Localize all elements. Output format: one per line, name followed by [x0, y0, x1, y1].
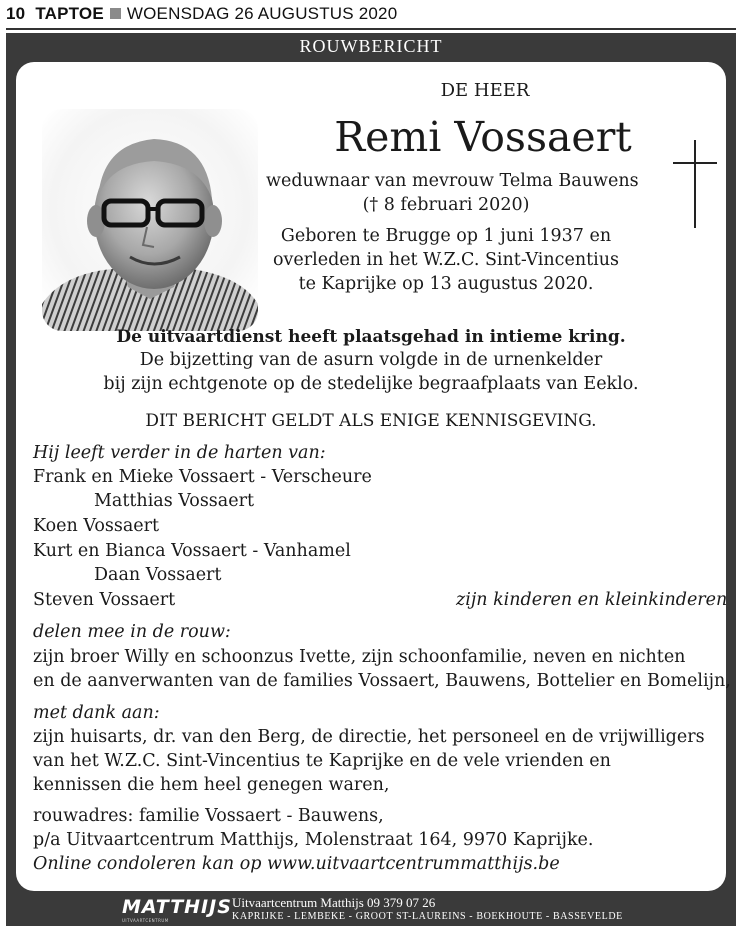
funeral-home-footer — [6, 894, 736, 926]
funeral-home-locations: KAPRIJKE - LEMBEKE - GROOT ST-LAUREINS - BOEKHOUTE - BASSEVELDE — [232, 911, 623, 922]
page-number: 10 — [6, 4, 26, 23]
deceased-name: Remi Vossaert — [334, 113, 632, 161]
funeral-home-contact: Uitvaartcentrum Matthijs 09 379 07 26 — [232, 895, 436, 910]
mourning-intro: delen mee in de rouw: — [33, 622, 231, 642]
honorific: DE HEER — [440, 80, 530, 101]
family-member: Steven Vossaert — [33, 590, 176, 610]
cross-icon — [694, 140, 696, 228]
death-line: overleden in het W.Z.C. Sint-Vincentius — [273, 250, 619, 270]
masthead-rule — [6, 28, 736, 30]
obituary-frame — [6, 33, 736, 926]
portrait-image — [42, 109, 258, 331]
issue-date: WOENSDAG 26 AUGUSTUS 2020 — [126, 4, 398, 23]
death-place-line: te Kaprijke op 13 augustus 2020. — [298, 274, 594, 294]
birth-line: Geboren te Brugge op 1 juni 1937 en — [280, 226, 612, 246]
funeral-home-logo: MATTHIJS — [122, 896, 232, 918]
obituary-card — [16, 62, 731, 891]
thanks-line-2: van het W.Z.C. Sint-Vincentius te Kaprijke en de vele vrienden en — [33, 751, 611, 771]
widower-line: weduwnaar van mevrouw Telma Bauwens — [266, 171, 639, 191]
family-member: Frank en Mieke Vossaert - Verscheure — [33, 467, 372, 487]
portrait-photo — [42, 109, 258, 331]
address-line-1: rouwadres: familie Vossaert - Bauwens, — [33, 806, 384, 826]
square-bullet-icon — [110, 8, 121, 19]
publication-name: TAPTOE — [35, 4, 104, 23]
survivors-intro: Hij leeft verder in de harten van: — [33, 443, 326, 463]
interment-line-2: bij zijn echtgenote op de stedelijke begraafplaats van Eeklo. — [103, 374, 639, 394]
mourning-line-2: en de aanverwanten van de families Vossaert, Bauwens, Bottelier en Bomelijn, — [33, 671, 731, 691]
online-condolence: Online condoleren kan op www.uitvaartcentrummatthijs.be — [33, 854, 560, 874]
masthead-text — [6, 4, 397, 24]
service-statement: De uitvaartdienst heeft plaatsgehad in intieme kring. — [116, 327, 626, 347]
spouse-death-date: († 8 februari 2020) — [362, 195, 530, 215]
newspaper-masthead — [0, 0, 742, 28]
logo-subtitle: UITVAARTCENTRUM — [122, 918, 169, 923]
interment-line-1: De bijzetting van de asurn volgde in de urnenkelder — [139, 350, 603, 370]
family-member: Matthias Vossaert — [94, 491, 254, 511]
cross-icon-bar — [673, 162, 717, 164]
family-relation-note: zijn kinderen en kleinkinderen — [456, 590, 728, 610]
family-member: Kurt en Bianca Vossaert - Vanhamel — [33, 541, 351, 561]
thanks-line-1: zijn huisarts, dr. van den Berg, de directie, het personeel en de vrijwilligers — [33, 727, 705, 747]
family-member: Daan Vossaert — [94, 565, 222, 585]
thanks-line-3: kennissen die hem heel genegen waren, — [33, 775, 390, 795]
thanks-intro: met dank aan: — [33, 703, 160, 723]
mourning-line-1: zijn broer Willy en schoonzus Ivette, zijn schoonfamilie, neven en nichten — [33, 647, 686, 667]
address-line-2: p/a Uitvaartcentrum Matthijs, Molenstraat 164, 9970 Kaprijke. — [33, 830, 594, 850]
sole-notice: DIT BERICHT GELDT ALS ENIGE KENNISGEVING. — [145, 411, 597, 431]
notice-header: ROUWBERICHT — [299, 36, 443, 56]
family-member: Koen Vossaert — [33, 516, 160, 536]
